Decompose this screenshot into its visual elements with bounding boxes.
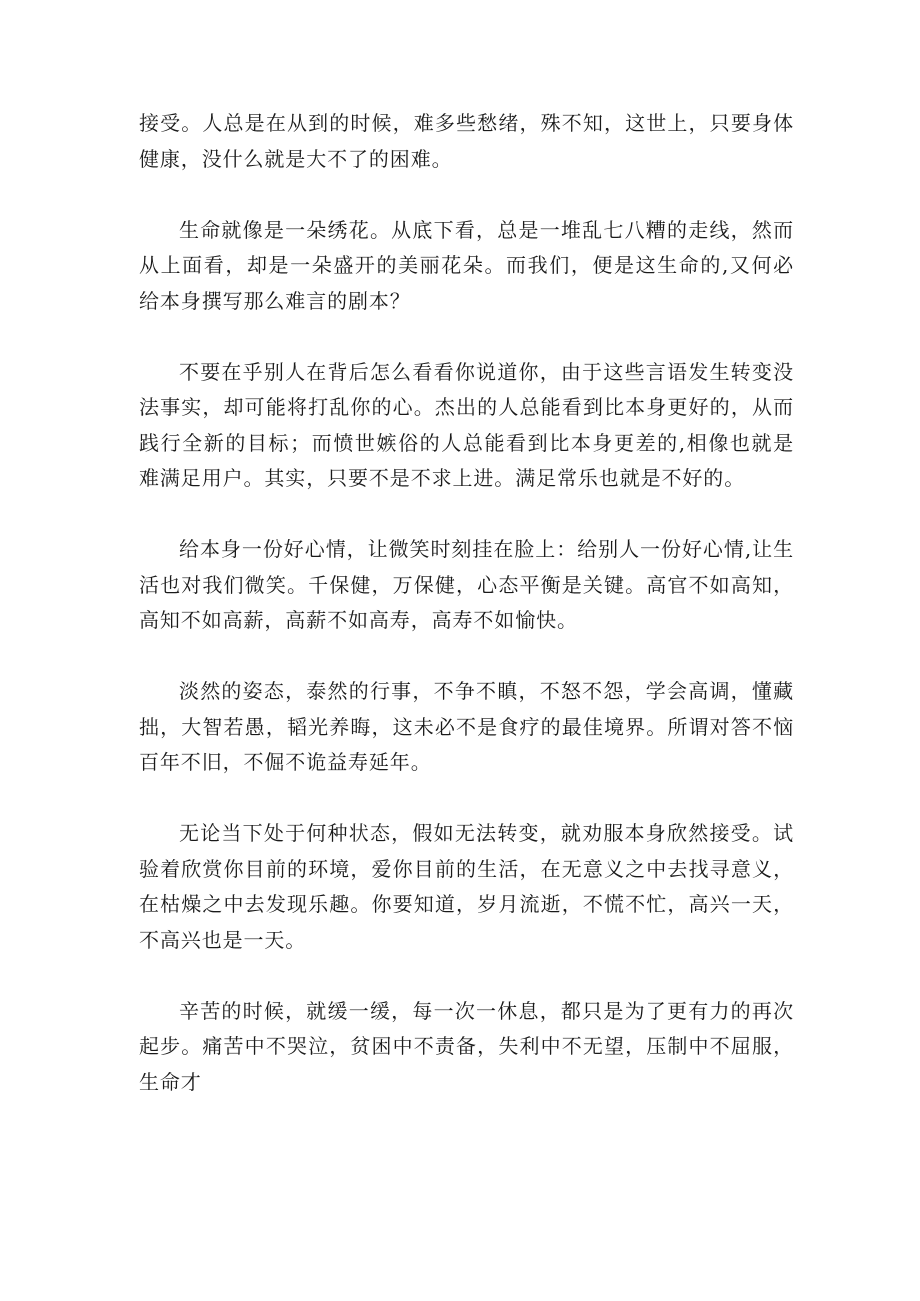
paragraph-5: 淡然的姿态，泰然的行事，不争不瞋，不怒不怨，学会高调，懂藏拙，大智若愚，韬光养晦，这未必不是食疗的最佳境界。所谓对答不恼百年不旧，不倔不诡益寿延年。 <box>139 679 794 774</box>
paragraph-4: 给本身一份好心情，让微笑时刻挂在脸上：给别人一份好心情,让生活也对我们微笑。千保健，万保健，心态平衡是关键。高官不如高知，高知不如高薪，高薪不如高寿，高寿不如愉快。 <box>139 537 794 632</box>
document-body <box>139 106 794 1136</box>
paragraph-2: 生命就像是一朵绣花。从底下看，总是一堆乱七八糟的走线，然而从上面看，却是一朵盛开的美丽花朵。而我们，便是这生命的,又何必给本身撰写那么难言的剧本？ <box>139 217 794 313</box>
paragraph-7: 辛苦的时候，就缓一缓，每一次一休息，都只是为了更有力的再次起步。痛苦中不哭泣，贫困中不责备，失利中不无望，压制中不屈服，生命才 <box>139 998 794 1094</box>
paragraph-1: 接受。人总是在从到的时候，难多些愁绪，殊不知，这世上，只要身体健康，没什么就是大不了的困难。 <box>139 111 794 171</box>
paragraph-6: 无论当下处于何种状态，假如无法转变，就劝服本身欣然接受。试验着欣赏你目前的环境，爱你目前的生活，在无意义之中去找寻意义，在枯燥之中去发现乐趣。你要知道，岁月流逝，不慌不忙，高兴一天，不高兴也是一天。 <box>139 821 794 952</box>
paragraph-3: 不要在乎别人在背后怎么看看你说道你，由于这些言语发生转变没法事实，却可能将打乱你的心。杰出的人总能看到比本身更好的，从而践行全新的目标；而愤世嫉俗的人总能看到比本身更差的,相像也就是难满足用户。其实，只要不是不求上进。满足常乐也就是不好的。 <box>139 359 794 490</box>
